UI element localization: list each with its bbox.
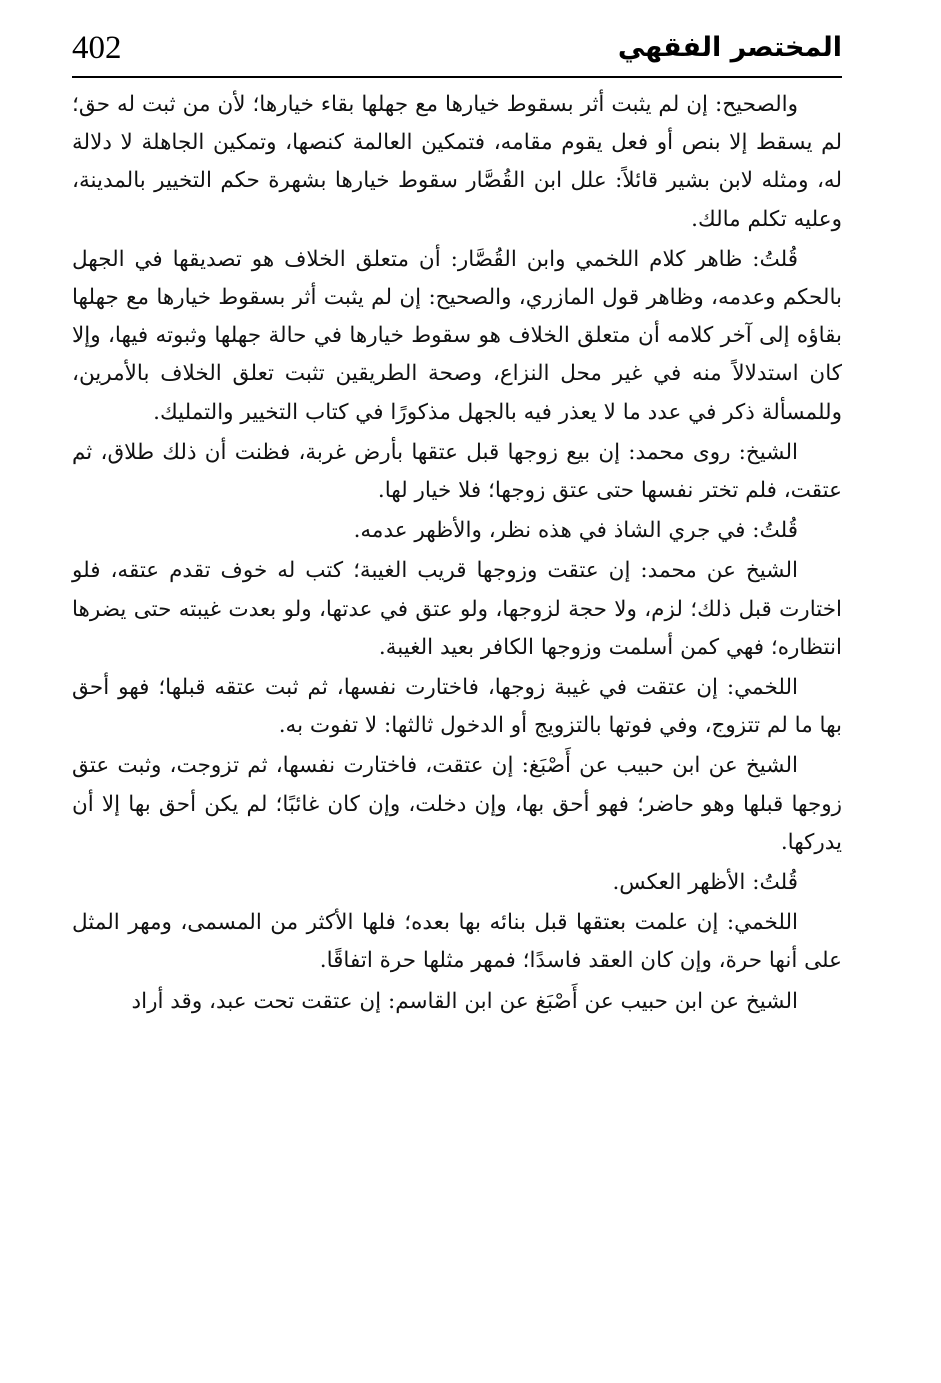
paragraph: الشيخ عن ابن حبيب عن أَصْبَغ: إن عتقت، فاختارت نفسها، ثم تزوجت، وثبت عتق زوجها قبلها وهو حاضر؛ فهو أحق بها، وإن دخلت، وإن كان غائبًا؛ لم يكن أحق بها إلا أن يدركها. bbox=[72, 753, 842, 855]
paragraph: اللخمي: إن عتقت في غيبة زوجها، فاختارت نفسها، ثم ثبت عتقه قبلها؛ فهو أحق بها ما لم تتزوج، وفي فوتها بالتزويج أو الدخول ثالثها: لا تفوت به. bbox=[72, 675, 842, 739]
paragraph: الشيخ عن محمد: إن عتقت وزوجها قريب الغيبة؛ كتب له خوف تقدم عتقه، فلو اختارت قبل ذلك؛ لزم، ولا حجة لزوجها، ولو عتق في عدتها، ولو بعدت غيبته حتى يضرها انتظاره؛ فهي كمن أسلمت وزوجها الكافر بعيد الغيبة. bbox=[72, 558, 842, 660]
document-page bbox=[72, 28, 842, 1358]
paragraph: قُلتُ: ظاهر كلام اللخمي وابن القُصَّار: أن متعلق الخلاف هو تصديقها في الجهل بالحكم وعدمه، وظاهر قول المازري، والصحيح: إن لم يثبت أثر بسقوط خيارها مع جهلها بقاؤه إلى آخر كلامه أن متعلق الخلاف هو سقوط خيارها في حالة جهلها وثبوته فيها، وإلا كان استدلالاً منه في غير محل النزاع، وصحة الطريقين تثبت تعلق الخلاف بالأمرين، وللمسألة ذكر في عدد ما لا يعذر فيه بالجهل مذكورًا في كتاب التخيير والتمليك. bbox=[72, 246, 842, 425]
page-number: 402 bbox=[72, 30, 122, 66]
body-text bbox=[72, 86, 842, 1021]
paragraph: الشيخ: روى محمد: إن بيع زوجها قبل عتقها بأرض غربة، فظنت أن ذلك طلاق، ثم عتقت، فلم تختر نفسها حتى عتق زوجها؛ فلا خيار لها. bbox=[72, 439, 842, 504]
book-title: المختصر الفقهي bbox=[617, 32, 842, 63]
header-divider bbox=[72, 76, 842, 78]
paragraph: اللخمي: إن علمت بعتقها قبل بنائه بها بعده؛ فلها الأكثر من المسمى، ومهر المثل على أنها حرة، وإن كان العقد فاسدًا؛ فمهر مثلها حرة اتفاقًا. bbox=[72, 910, 842, 974]
paragraph: والصحيح: إن لم يثبت أثر بسقوط خيارها مع جهلها بقاء خيارها؛ لأن من ثبت له حق؛ لم يسقط إلا بنص أو فعل يقوم مقامه، فتمكين العالمة كنصها، وتمكين الجاهلة لا دلالة له، ومثله لابن بشير قائلاً: علل ابن القُصَّار سقوط خيارها بشهرة حكم التخيير بالمدينة، وعليه تكلم مالك. bbox=[72, 92, 842, 232]
paragraph: الشيخ عن ابن حبيب عن أَصْبَغ عن ابن القاسم: إن عتقت تحت عبد، وقد أراد bbox=[131, 988, 798, 1014]
running-header bbox=[72, 28, 842, 78]
paragraph: قُلتُ: الأظهر العكس. bbox=[612, 870, 798, 896]
paragraph: قُلتُ: في جري الشاذ في هذه نظر، والأظهر عدمه. bbox=[353, 518, 798, 544]
